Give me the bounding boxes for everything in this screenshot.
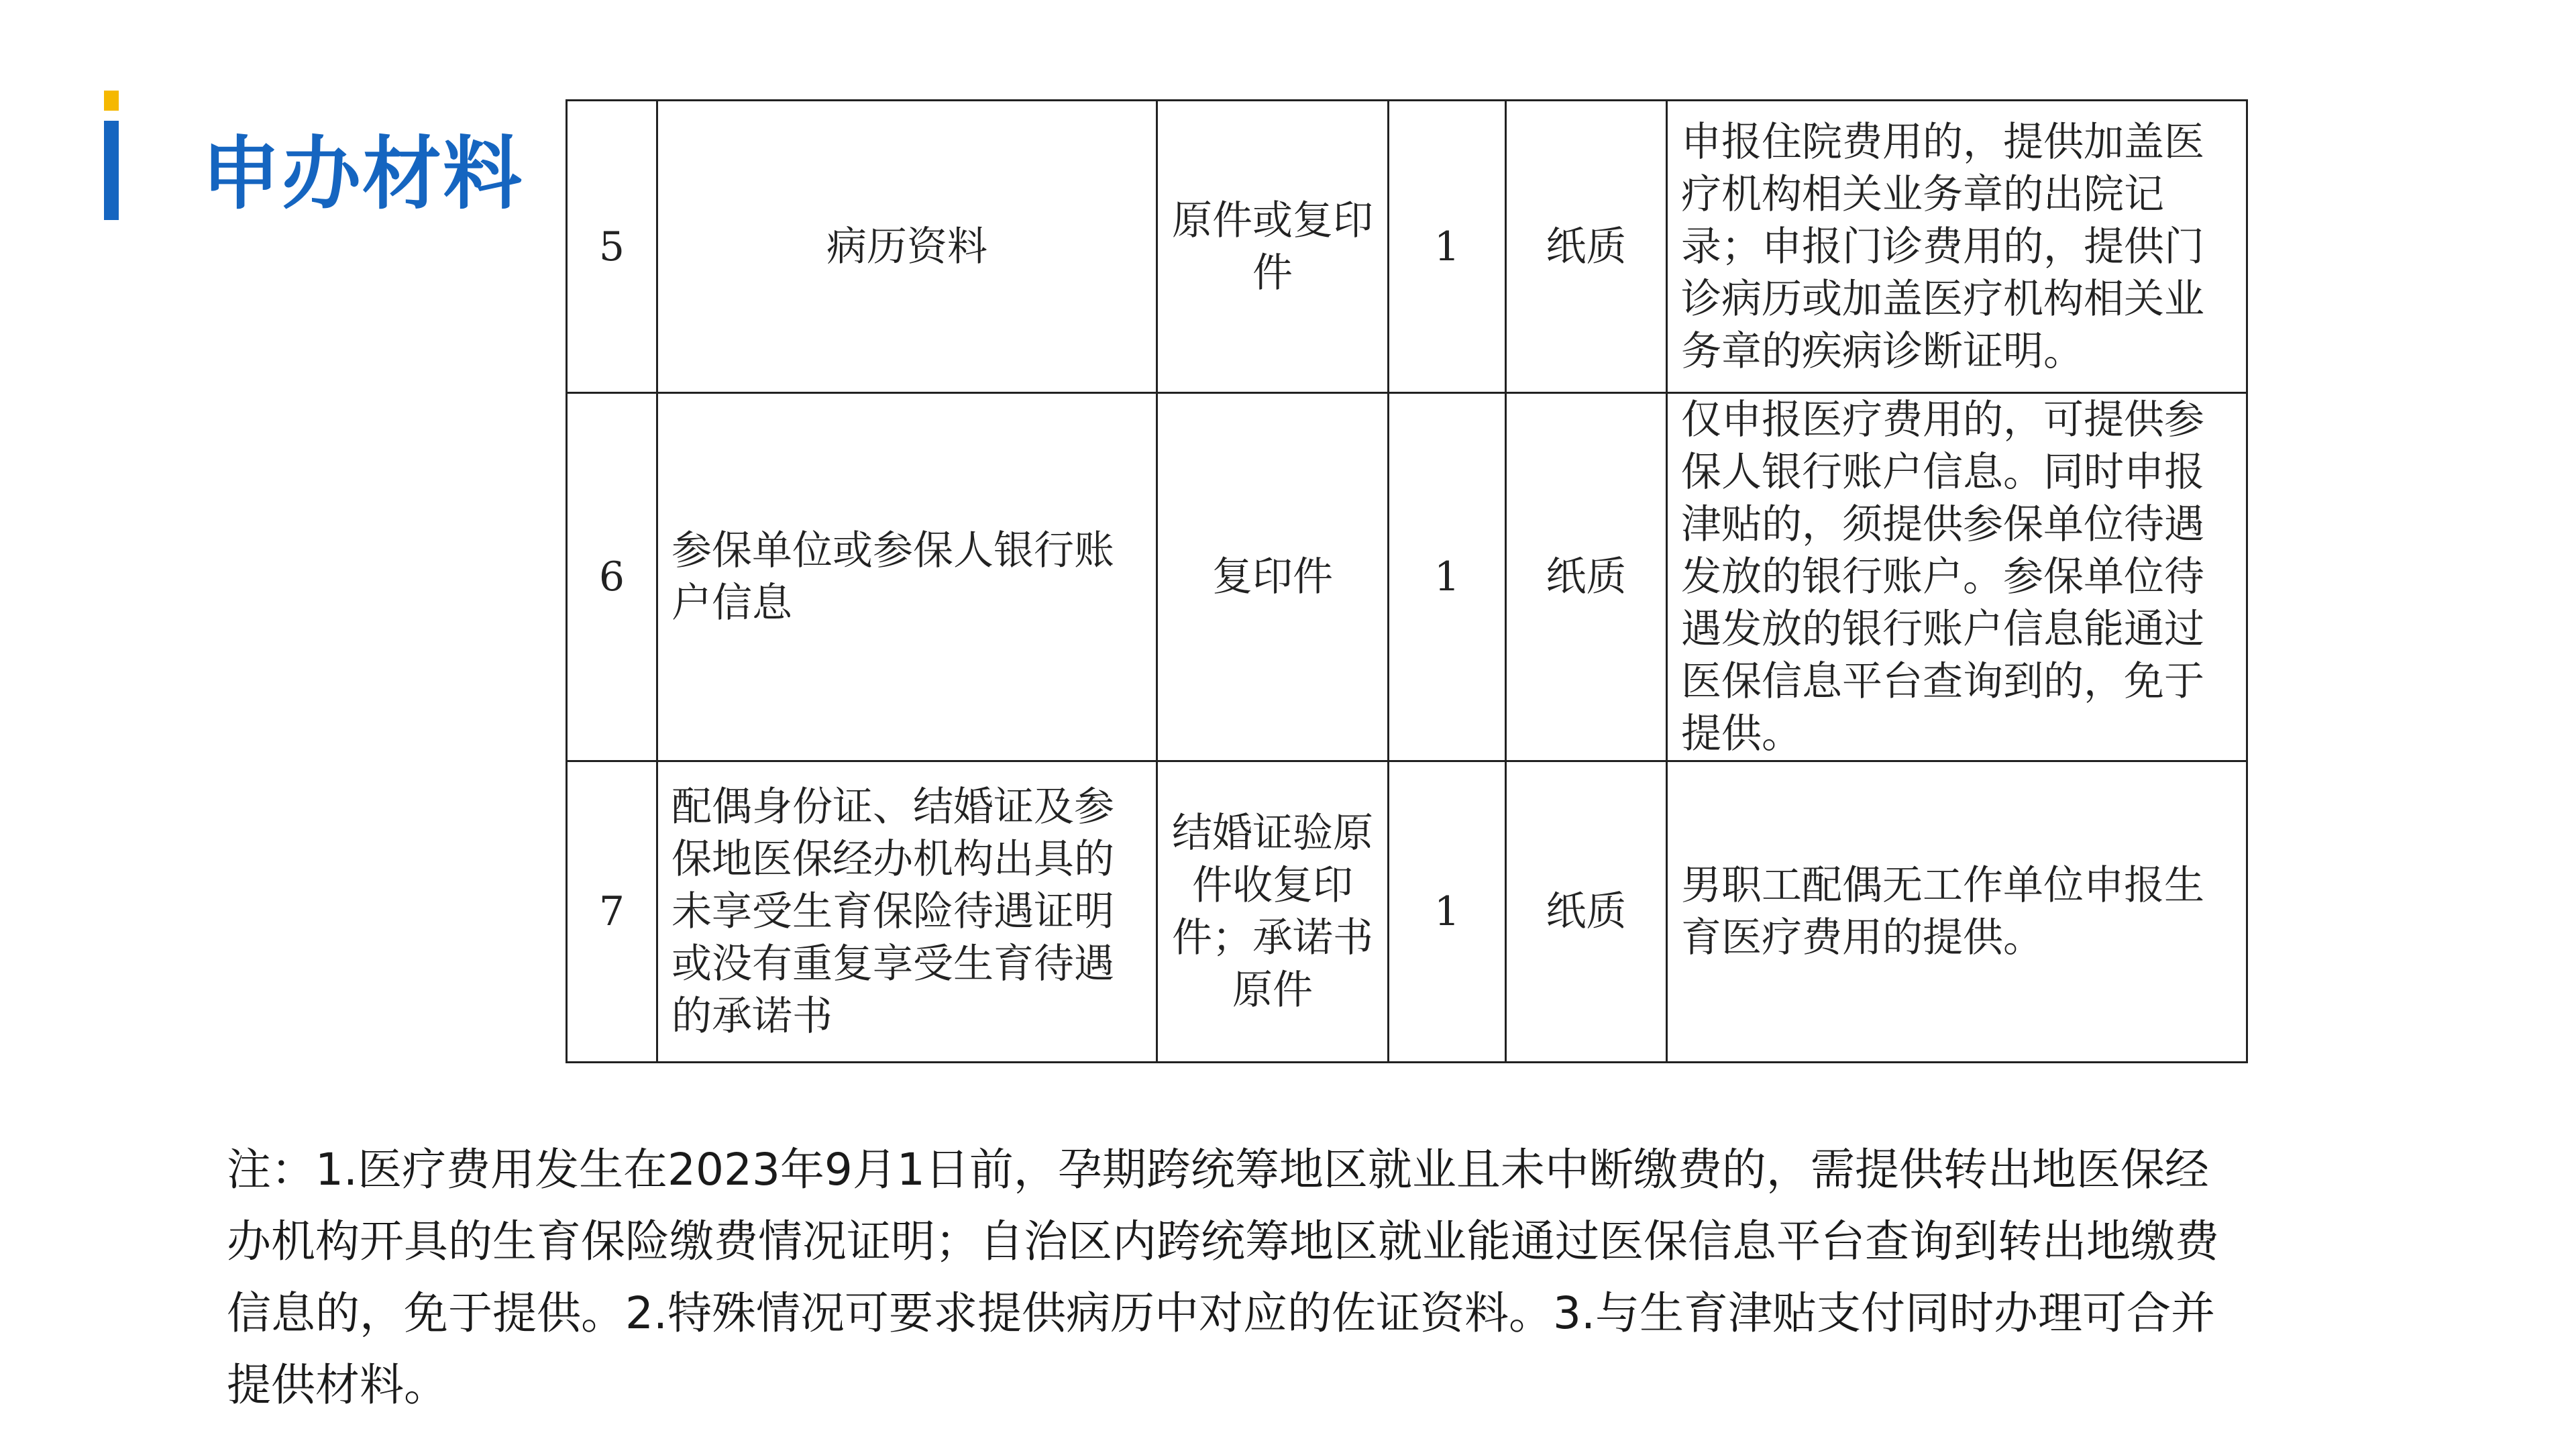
footnote: 注：1.医疗费用发生在2023年9月1日前，孕期跨统筹地区就业且未中断缴费的，需提供转出地医保经办机构开具的生育保险缴费情况证明；自治区内跨统筹地区就业能通过医保信息平台查询到转出地缴费信息的，免于提供。2.特殊情况可要求提供病历中对应的佐证资料。3.与生育津贴支付同时办理可合并提供材料。 <box>227 1144 2219 1411</box>
cell-number: 5 <box>567 101 657 393</box>
table-row <box>567 761 2247 1063</box>
cell-quantity: 1 <box>1389 101 1506 393</box>
title-accent-bar <box>104 121 119 220</box>
cell-material-type: 纸质 <box>1506 101 1667 393</box>
cell-material-form: 原件或复印件 <box>1157 101 1389 393</box>
page-title: 申办材料 <box>201 127 524 220</box>
cell-remark: 仅申报医疗费用的，可提供参保人银行账户信息。同时申报津贴的，须提供参保单位待遇发放的银行账户。参保单位待遇发放的银行账户信息能通过医保信息平台查询到的，免于提供。 <box>1667 393 2247 761</box>
cell-material-type: 纸质 <box>1506 761 1667 1063</box>
cell-material-name: 病历资料 <box>657 101 1157 393</box>
cell-material-form: 复印件 <box>1157 393 1389 761</box>
cell-quantity: 1 <box>1389 761 1506 1063</box>
title-accent-bar-top <box>104 91 119 111</box>
cell-material-name: 配偶身份证、结婚证及参保地医保经办机构出具的未享受生育保险待遇证明或没有重复享受生育待遇的承诺书 <box>657 761 1157 1063</box>
materials-table <box>566 99 2248 1063</box>
cell-material-type: 纸质 <box>1506 393 1667 761</box>
table-row <box>567 393 2247 761</box>
cell-number: 6 <box>567 393 657 761</box>
table-row <box>567 101 2247 393</box>
cell-remark: 申报住院费用的，提供加盖医疗机构相关业务章的出院记录；申报门诊费用的，提供门诊病历或加盖医疗机构相关业务章的疾病诊断证明。 <box>1667 101 2247 393</box>
cell-quantity: 1 <box>1389 393 1506 761</box>
cell-material-name: 参保单位或参保人银行账户信息 <box>657 393 1157 761</box>
cell-remark: 男职工配偶无工作单位申报生育医疗费用的提供。 <box>1667 761 2247 1063</box>
cell-material-form: 结婚证验原件收复印件；承诺书原件 <box>1157 761 1389 1063</box>
cell-number: 7 <box>567 761 657 1063</box>
